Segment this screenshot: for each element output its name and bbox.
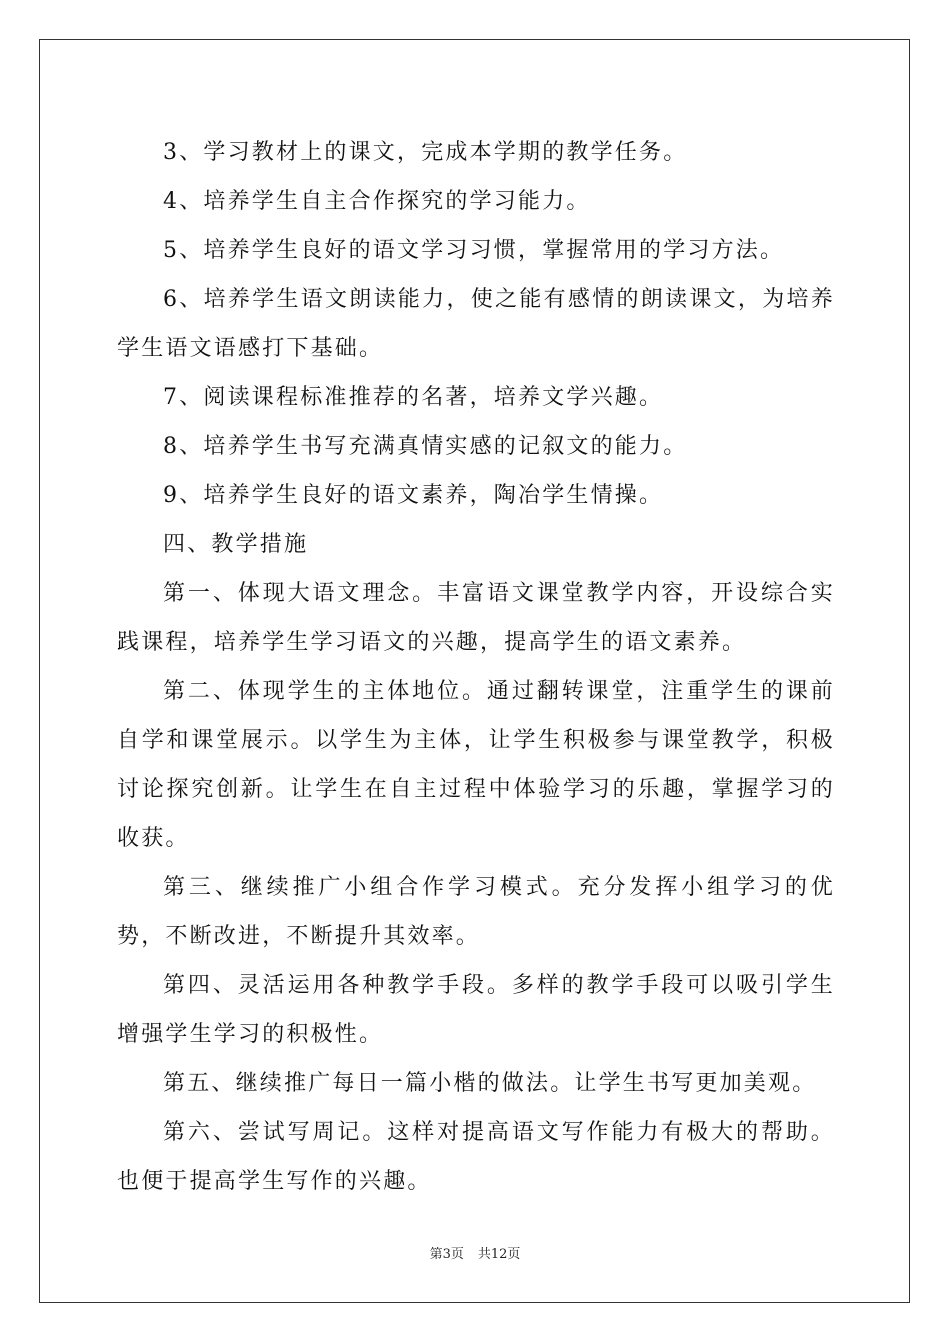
paragraph-item-6: 6、培养学生语文朗读能力，使之能有感情的朗读课文，为培养学生语文语感打下基础。 bbox=[117, 287, 835, 361]
paragraph-item-3: 3、学习教材上的课文，完成本学期的教学任务。 bbox=[163, 140, 688, 165]
document-body bbox=[117, 128, 835, 1206]
paragraph-item-9: 9、培养学生良好的语文素养，陶冶学生情操。 bbox=[163, 483, 664, 508]
paragraph-item-8: 8、培养学生书写充满真情实感的记叙文的能力。 bbox=[163, 434, 688, 459]
paragraph-item-5: 5、培养学生良好的语文学习习惯，掌握常用的学习方法。 bbox=[163, 238, 785, 263]
measure-paragraph-6: 第六、尝试写周记。这样对提高语文写作能力有极大的帮助。也便于提高学生写作的兴趣。 bbox=[117, 1120, 835, 1194]
measure-paragraph-4: 第四、灵活运用各种教学手段。多样的教学手段可以吸引学生增强学生学习的积极性。 bbox=[117, 973, 835, 1047]
paragraph-item-4: 4、培养学生自主合作探究的学习能力。 bbox=[163, 189, 591, 214]
measure-paragraph-3: 第三、继续推广小组合作学习模式。充分发挥小组学习的优势，不断改进，不断提升其效率。 bbox=[117, 875, 835, 949]
page-footer bbox=[0, 1245, 950, 1265]
measure-paragraph-1: 第一、体现大语文理念。丰富语文课堂教学内容，开设综合实践课程，培养学生学习语文的兴趣，提高学生的语文素养。 bbox=[117, 581, 835, 655]
measure-paragraph-2: 第二、体现学生的主体地位。通过翻转课堂，注重学生的课前自学和课堂展示。以学生为主体，让学生积极参与课堂教学，积极讨论探究创新。让学生在自主过程中体验学习的乐趣，掌握学习的收获。 bbox=[117, 679, 835, 851]
paragraph-item-7: 7、阅读课程标准推荐的名著，培养文学兴趣。 bbox=[163, 385, 664, 410]
measure-paragraph-5: 第五、继续推广每日一篇小楷的做法。让学生书写更加美观。 bbox=[163, 1071, 817, 1096]
page-number: 第3页 bbox=[429, 1247, 464, 1262]
section-heading: 四、教学措施 bbox=[163, 532, 309, 557]
page-total: 共12页 bbox=[477, 1247, 521, 1262]
